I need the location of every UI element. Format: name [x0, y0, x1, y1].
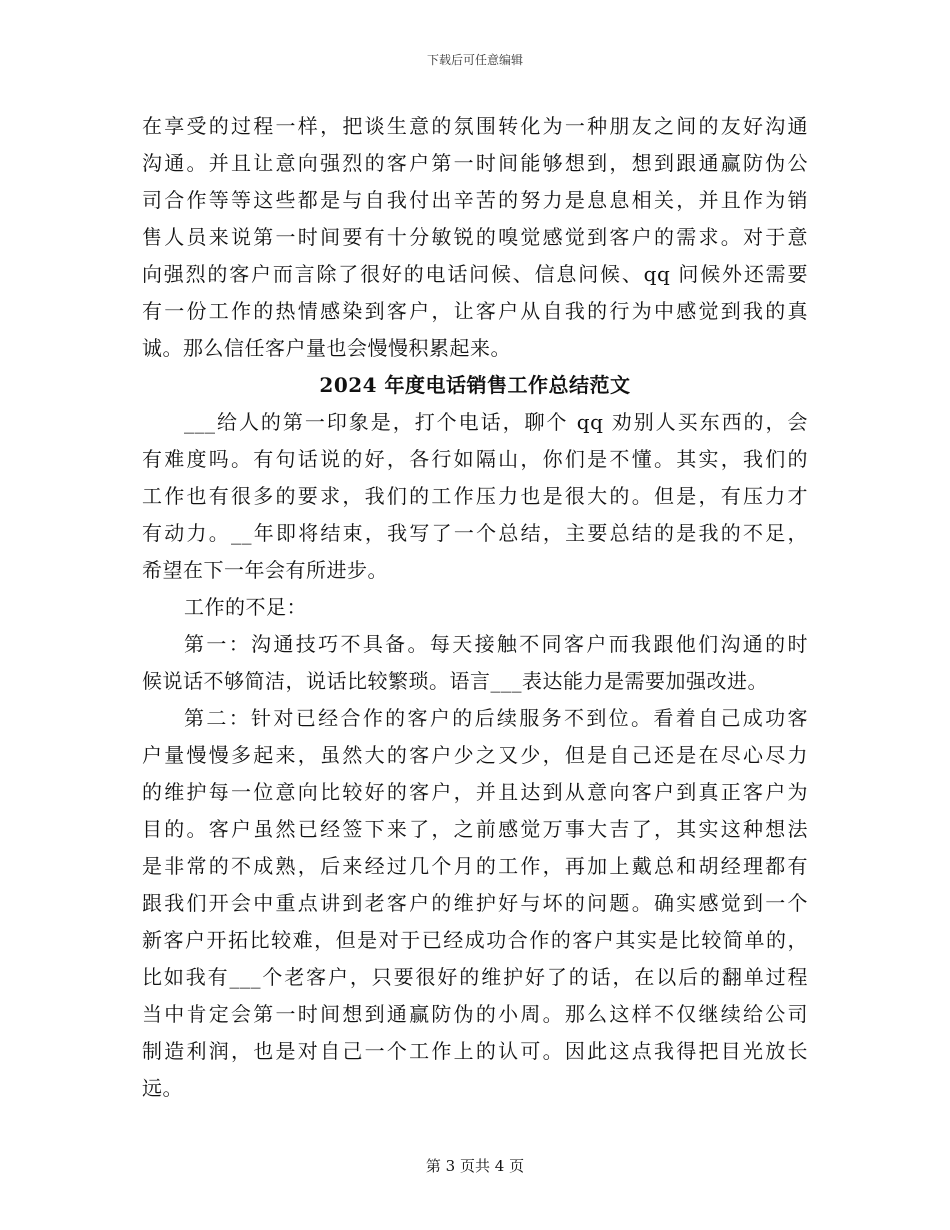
paragraph	[142, 626, 808, 700]
text-line: 远。	[142, 1076, 183, 1100]
text-line: 第二：针对已经合作的客户的后续服务不到位。看着自己成功客	[184, 706, 808, 730]
text-line: 希望在下一年会有所进步。	[142, 558, 388, 582]
text-line: 向强烈的客户而言除了很好的电话问候、信息问候、qq 问候外还需要	[142, 262, 808, 286]
text-line: 比如我有___个老客户，只要很好的维护好了的话，在以后的翻单过程	[142, 965, 808, 989]
text-line: 是非常的不成熟，后来经过几个月的工作，再加上戴总和胡经理都有	[142, 854, 808, 878]
text-line: 工作也有很多的要求，我们的工作压力也是很大的。但是，有压力才	[142, 484, 808, 508]
text-line: 新客户开拓比较难，但是对于已经成功合作的客户其实是比较简单的，	[142, 928, 808, 952]
text-line: 有动力。__年即将结束，我写了一个总结，主要总结的是我的不足，	[142, 521, 808, 545]
text-line: 工作的不足：	[184, 595, 307, 619]
page-header: 下载后可任意编辑	[426, 53, 523, 67]
text-line: 售人员来说第一时间要有十分敏锐的嗅觉感觉到客户的需求。对于意	[142, 225, 808, 249]
paragraph	[142, 404, 808, 589]
section-heading: 2024 年度电话销售工作总结范文	[319, 373, 631, 397]
paragraph	[142, 589, 808, 626]
text-line: 候说话不够简洁，说话比较繁琐。语言___表达能力是需要加强改进。	[142, 669, 768, 693]
text-line: 户量慢慢多起来，虽然大的客户少之又少，但是自己还是在尽心尽力	[142, 743, 808, 767]
text-line: 的维护每一位意向比较好的客户，并且达到从意向客户到真正客户为	[142, 780, 808, 804]
text-line: 诚。那么信任客户量也会慢慢积累起来。	[142, 336, 511, 360]
text-line: 当中肯定会第一时间想到通赢防伪的小周。那么这样不仅继续给公司	[142, 1002, 808, 1026]
text-line: 制造利润，也是对自己一个工作上的认可。因此这点我得把目光放长	[142, 1039, 808, 1063]
text-line: 跟我们开会中重点讲到老客户的维护好与坏的问题。确实感觉到一个	[142, 891, 808, 915]
document-body	[142, 108, 808, 1107]
text-line: 沟通。并且让意向强烈的客户第一时间能够想到，想到跟通赢防伪公	[142, 151, 808, 175]
text-line: 司合作等等这些都是与自我付出辛苦的努力是息息相关，并且作为销	[142, 188, 808, 212]
text-line: 有一份工作的热情感染到客户，让客户从自我的行为中感觉到我的真	[142, 299, 808, 323]
text-line: ___给人的第一印象是，打个电话，聊个 qq 劝别人买东西的，会	[184, 410, 808, 434]
text-line: 有难度吗。有句话说的好，各行如隔山，你们是不懂。其实，我们的	[142, 447, 808, 471]
paragraph	[142, 700, 808, 1107]
text-line: 第一：沟通技巧不具备。每天接触不同客户而我跟他们沟通的时	[184, 632, 808, 656]
paragraph	[142, 108, 808, 367]
text-line: 目的。客户虽然已经签下来了，之前感觉万事大吉了，其实这种想法	[142, 817, 808, 841]
page-footer: 第 3 页共 4 页	[425, 1157, 525, 1175]
text-line: 在享受的过程一样，把谈生意的氛围转化为一种朋友之间的友好沟通	[142, 114, 808, 138]
